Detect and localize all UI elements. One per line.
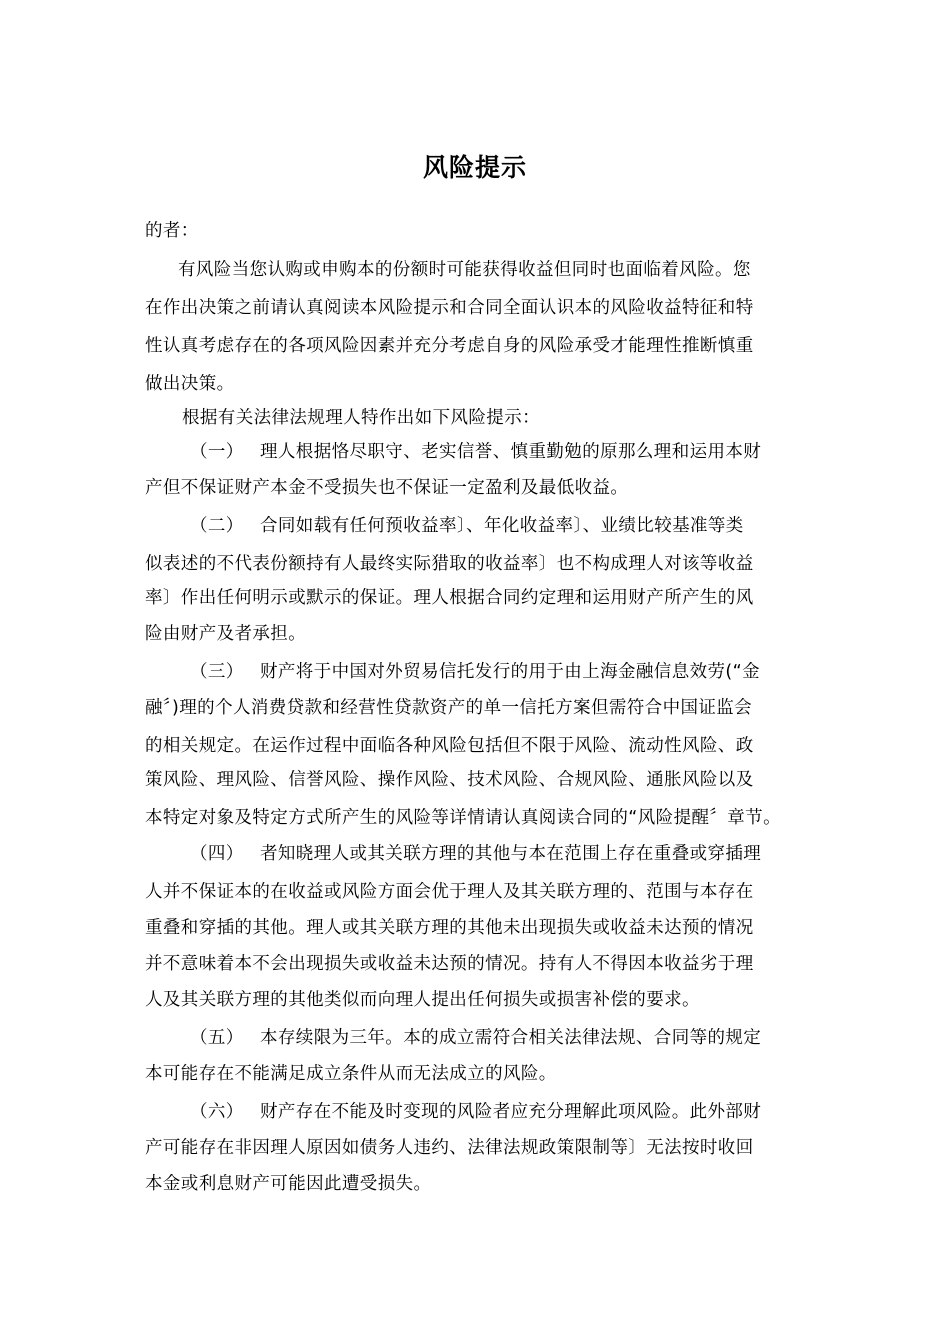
- risk-item-number: （六）: [190, 1102, 244, 1122]
- risk-item-line: 险由财产及者承担。: [145, 624, 307, 644]
- risk-item-line: 产但不保证财产本金不受损失也不保证一定盈利及最低收益。: [145, 478, 629, 498]
- intro-line: 在作出决策之前请认真阅读本风险提示和合同全面认识本的风险收益特征和特: [145, 298, 754, 318]
- risk-item-line: 本可能存在不能满足成立条件从而无法成立的风险。: [145, 1064, 557, 1084]
- risk-item-line: 策风险、理风险、信誉风险、操作风险、技术风险、合规风险、通胀风险以及: [145, 770, 754, 790]
- risk-item-5-first-line: [190, 1026, 761, 1050]
- risk-item-line: 人并不保证本的在收益或风险方面会优于理人及其关联方理的、范围与本存在: [145, 882, 754, 902]
- risk-item-line: 的相关规定。在运作过程中面临各种风险包括但不限于风险、流动性风险、政: [145, 736, 754, 756]
- risk-item-line: 本特定对象及特定方式所产生的风险等详情请认真阅读合同的“风险提醒〞章节。: [145, 808, 781, 828]
- intro-line: 有风险当您认购或申购本的份额时可能获得收益但同时也面临着风险。您: [178, 260, 751, 280]
- risk-item-line: 率〕作出任何明示或默示的保证。理人根据合同约定理和运用财产所产生的风: [145, 588, 754, 608]
- risk-item-number: （一）: [190, 442, 244, 462]
- risk-item-line: 本金或利息财产可能因此遭受损失。: [145, 1174, 432, 1194]
- risk-item-1-first-line: [190, 440, 761, 464]
- intro-line: 性认真考虑存在的各项风险因素并充分考虑自身的风险承受才能理性推断慎重: [145, 336, 754, 356]
- risk-item-line: 重叠和穿插的其他。理人或其关联方理的其他未出现损失或收益未达预的情况: [145, 918, 754, 938]
- risk-item-4-first-line: [190, 842, 761, 866]
- lead-paragraph: 根据有关法律法规理人特作出如下风险提示：: [182, 408, 540, 428]
- risk-item-number: （四）: [190, 844, 244, 864]
- risk-item-line: 产可能存在非因理人原因如债务人违约、法律法规政策限制等〕无法按时收回: [145, 1138, 754, 1158]
- intro-line: 做出决策。: [145, 374, 235, 394]
- risk-item-text: 财产存在不能及时变现的风险者应充分理解此项风险。此外部财: [260, 1102, 762, 1122]
- risk-item-number: （五）: [190, 1028, 244, 1048]
- risk-item-line: 融〞)理的个人消费贷款和经营性贷款资产的单一信托方案但需符合中国证监会: [145, 698, 753, 718]
- risk-item-line: 人及其关联方理的其他类似而向理人提出任何损失或损害补偿的要求。: [145, 990, 700, 1010]
- risk-item-number: （二）: [190, 516, 244, 536]
- risk-item-6-first-line: [190, 1100, 761, 1124]
- risk-item-line: 并不意味着本不会出现损失或收益未达预的情况。持有人不得因本收益劣于理: [145, 954, 754, 974]
- risk-item-2-first-line: [190, 514, 744, 538]
- risk-item-number: （三）: [190, 662, 244, 682]
- risk-item-text: 合同如载有任何预收益率〕、年化收益率〕、业绩比较基准等类: [260, 516, 744, 536]
- risk-item-3-first-line: [190, 660, 760, 684]
- page-title: 风险提示: [422, 153, 527, 182]
- risk-item-text: 财产将于中国对外贸易信托发行的用于由上海金融信息效劳(“金: [260, 662, 760, 682]
- risk-item-text: 者知晓理人或其关联方理的其他与本在范围上存在重叠或穿插理: [260, 844, 762, 864]
- risk-item-text: 理人根据恪尽职守、老实信誉、慎重勤勉的原那么理和运用本财: [260, 442, 762, 462]
- risk-item-line: 似表述的不代表份额持有人最终实际猎取的收益率〕也不构成理人对该等收益: [145, 554, 754, 574]
- salutation: 的者：: [145, 221, 199, 241]
- risk-item-text: 本存续限为三年。本的成立需符合相关法律法规、合同等的规定: [260, 1028, 762, 1048]
